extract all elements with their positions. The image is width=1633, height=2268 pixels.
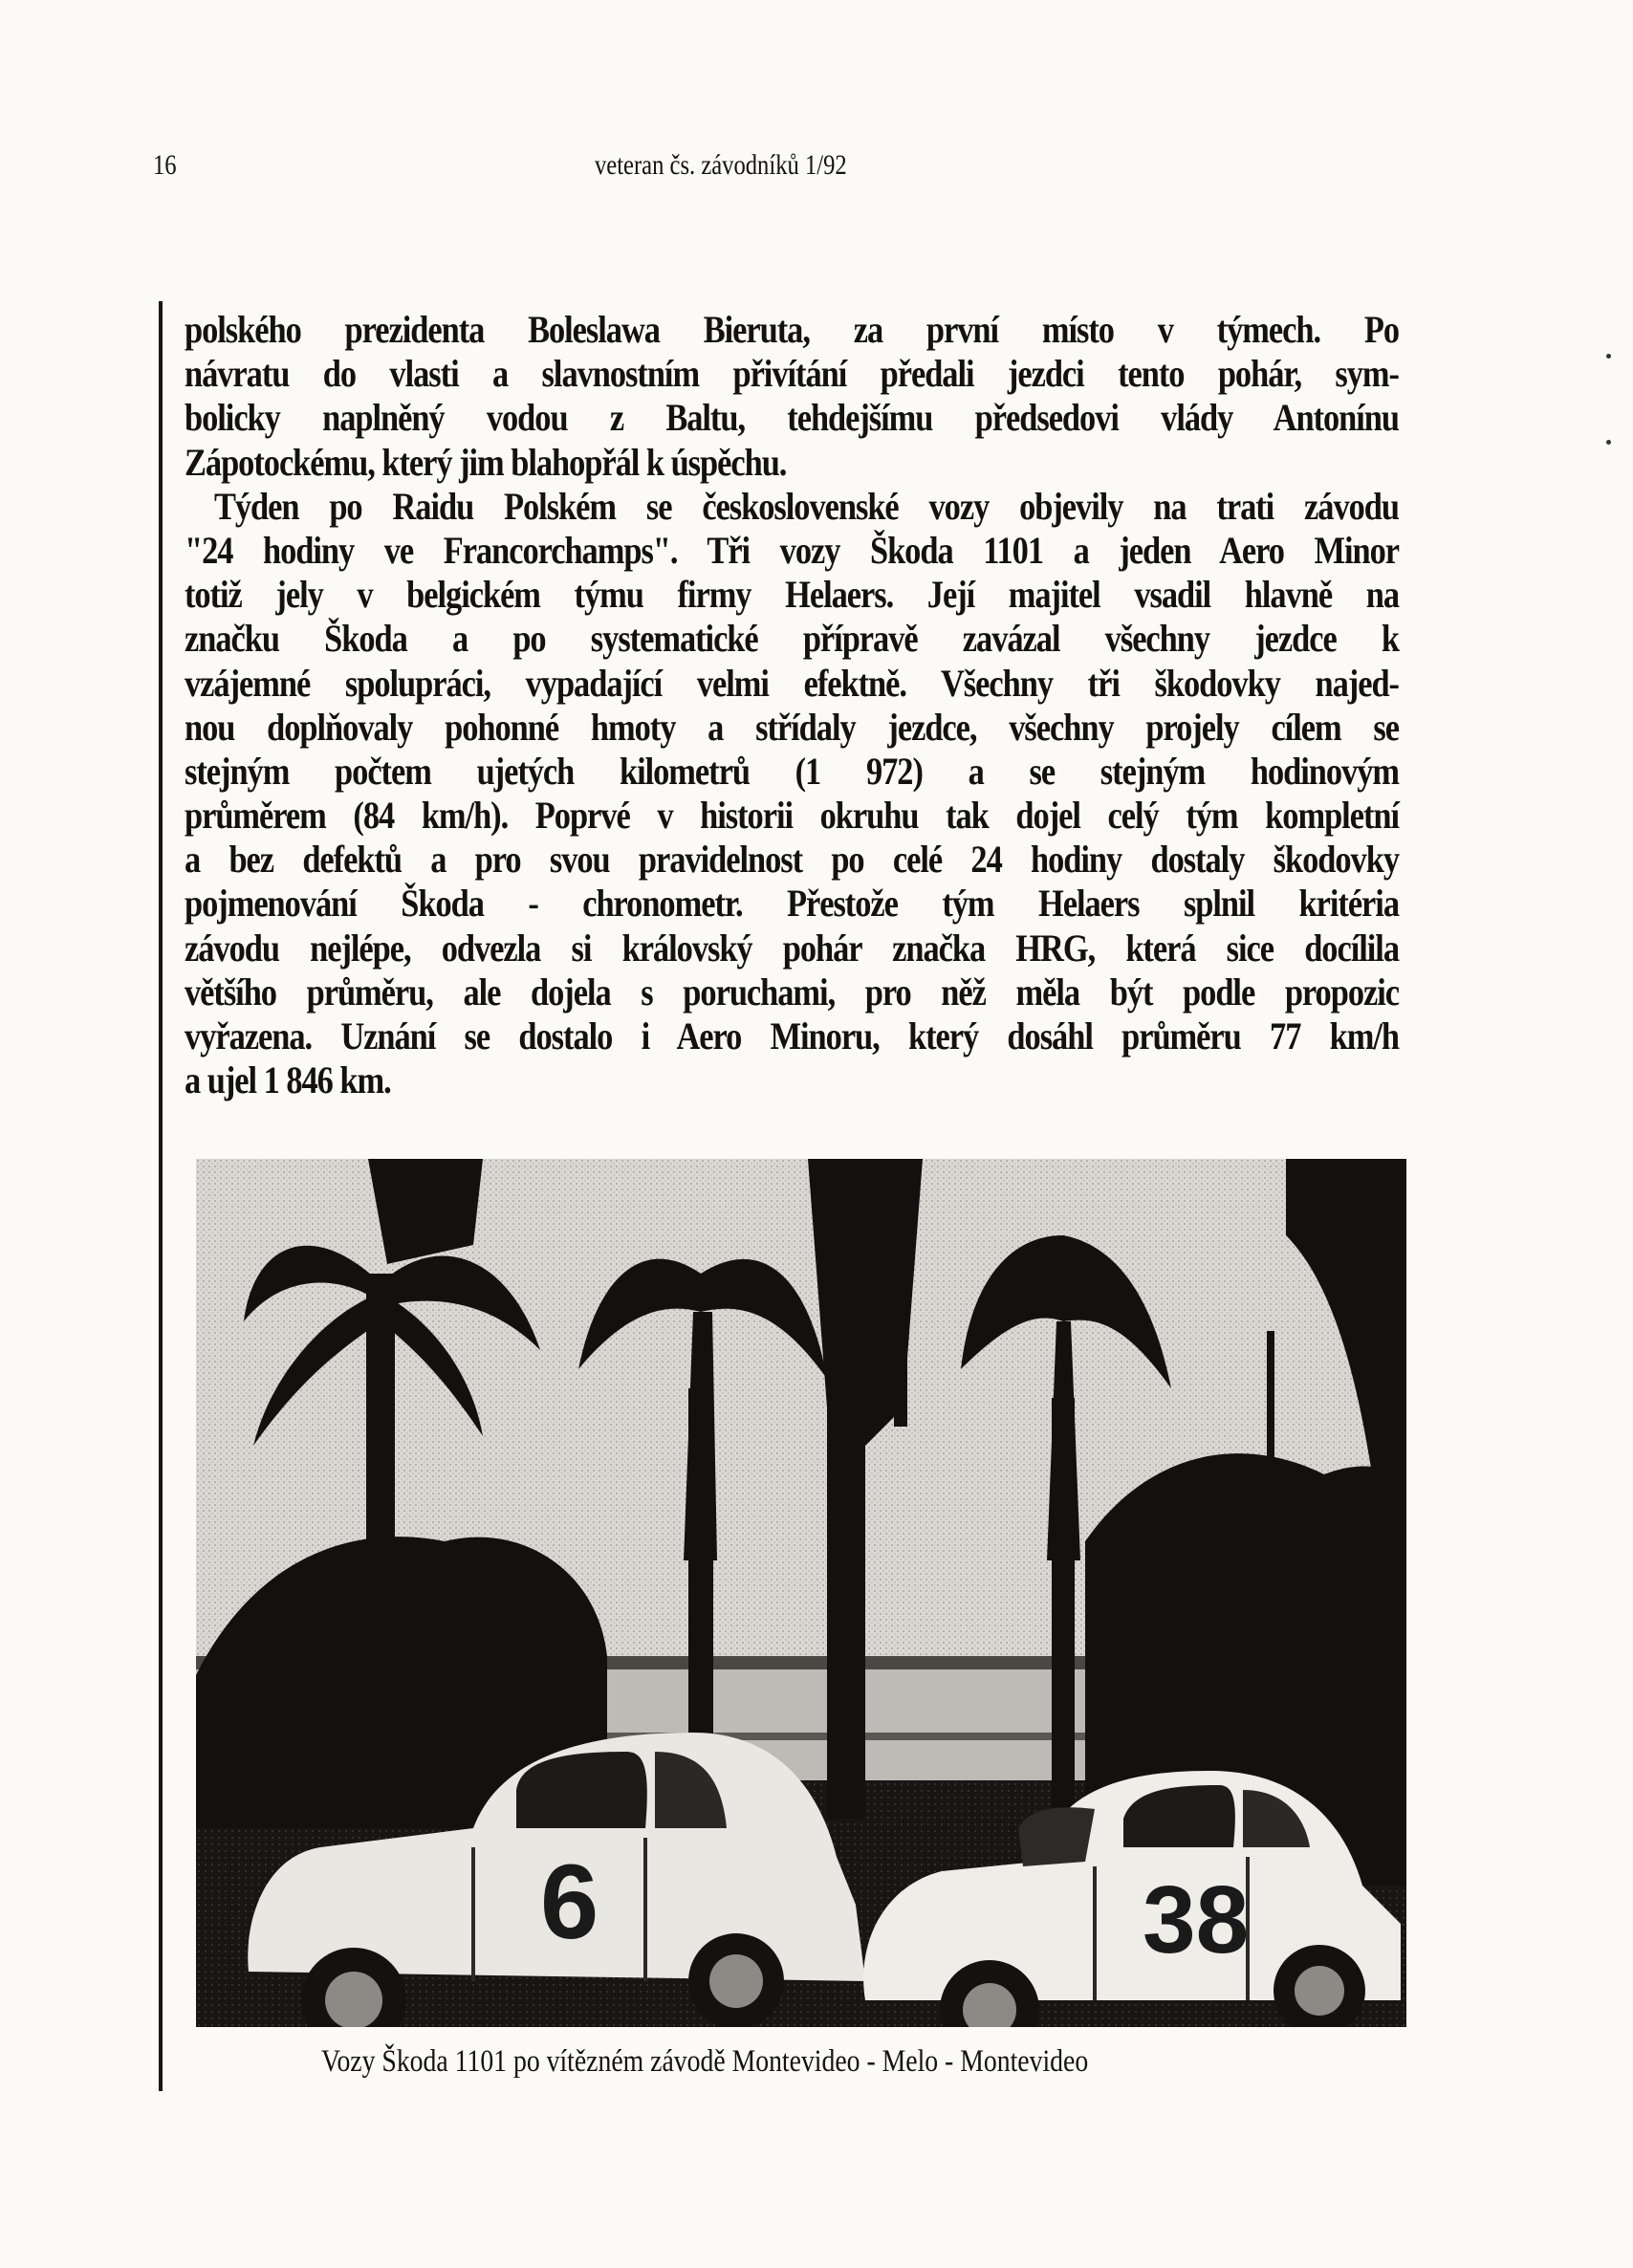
race-cars-photo: [196, 1159, 1406, 2027]
text-line: Týden po Raidu Polském se československé vozy objevily na trati závodu: [213, 484, 1399, 528]
text-line: totiž jely v belgickém týmu firmy Helaers. Její majitel vsadil hlavně na: [185, 573, 1399, 617]
print-speck: [1606, 354, 1611, 359]
text-line: vyřazena. Uznání se dostalo i Aero Minoru, který dosáhl průměru 77 km/h: [185, 1014, 1399, 1058]
text-line: vzájemné spolupráci, vypadající velmi efektně. Všechny tři škodovky najed-: [185, 661, 1399, 705]
text-line: značku Škoda a po systematické přípravě zavázal všechny jezdce k: [185, 617, 1399, 661]
photo-illustration: [196, 1159, 1406, 2027]
car-number-right: 38: [1143, 1866, 1250, 1974]
text-line: pojmenování Škoda - chronometr. Přestože tým Helaers splnil kritéria: [185, 882, 1399, 926]
photo-caption: Vozy Škoda 1101 po vítězném závodě Montevideo - Melo - Montevideo: [321, 2044, 1089, 2079]
print-speck: [1606, 440, 1611, 445]
text-line: Zápotockému, který jim blahopřál k úspěchu.: [185, 440, 787, 484]
text-line: návratu do vlasti a slavnostním přivítání předali jezdci tento pohár, sym-: [185, 352, 1399, 396]
text-line: a bez defektů a pro svou pravidelnost po celé 24 hodiny dostaly škodovky: [185, 838, 1399, 882]
text-line: průměrem (84 km/h). Poprvé v historii okruhu tak dojel celý tým kompletní: [185, 794, 1399, 838]
text-line: "24 hodiny ve Francorchamps". Tři vozy Škoda 1101 a jeden Aero Minor: [185, 528, 1399, 572]
text-line: většího průměru, ale dojela s poruchami, pro něž měla být podle propozic: [185, 970, 1399, 1014]
text-line: bolicky naplněný vodou z Baltu, tehdejšímu předsedovi vlády Antonínu: [185, 396, 1399, 440]
car-number-left: 6: [540, 1843, 599, 1961]
text-line: nou doplňovaly pohonné hmoty a střídaly jezdce, všechny projely cílem se: [185, 705, 1399, 749]
text-line: a ujel 1 846 km.: [185, 1058, 391, 1102]
text-line: závodu nejlépe, odvezla si královský pohár značka HRG, která sice docílila: [185, 926, 1399, 970]
running-title: veteran čs. závodníků 1/92: [595, 149, 847, 181]
text-line: polského prezidenta Boleslawa Bieruta, za první místo v týmech. Po: [185, 308, 1399, 351]
text-line: stejným počtem ujetých kilometrů (1 972) a se stejným hodinovým: [185, 749, 1399, 793]
margin-rule: [159, 301, 163, 2091]
article-body: [185, 308, 1399, 1102]
page-number: 16: [153, 149, 177, 181]
